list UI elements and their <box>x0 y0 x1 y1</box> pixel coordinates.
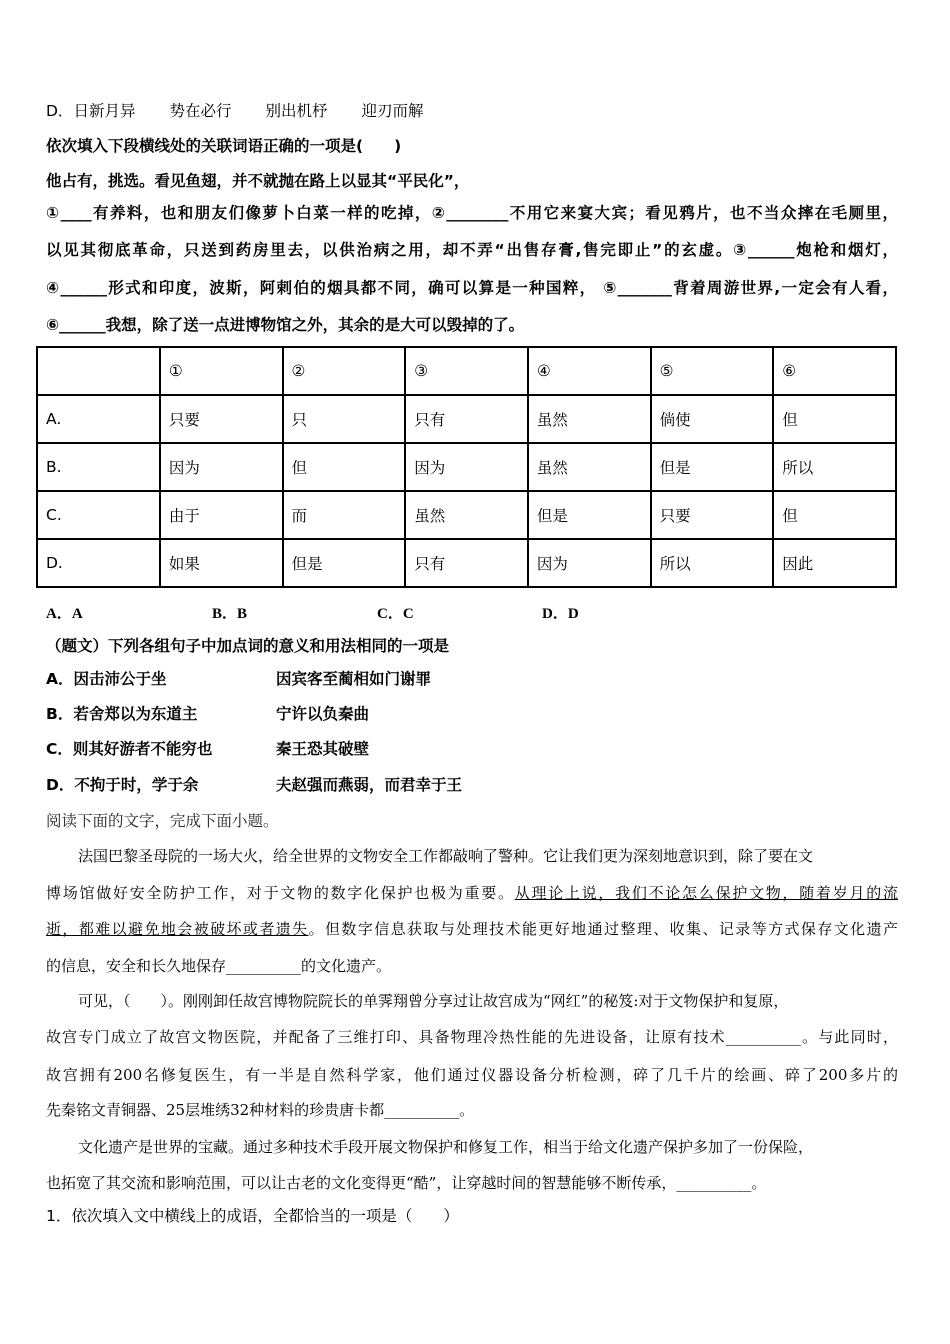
table-cell: 但是 <box>528 491 651 539</box>
sentence-right: 夫赵强而燕弱，而君幸于王 <box>276 776 463 794</box>
table-cell: 而 <box>283 491 406 539</box>
passage-line: ④______形式和印度，波斯，阿剌伯的烟具都不同，确可以算是一种国粹， ⑤_______背着周游世界,一定会有人看， <box>46 279 898 297</box>
table-row <box>37 491 896 539</box>
option-label: D． <box>46 776 75 794</box>
table-cell: 因为 <box>160 443 283 491</box>
table-cell: 但 <box>773 491 896 539</box>
table-cell: ⑥ <box>773 347 896 395</box>
table-cell: ⑤ <box>651 347 774 395</box>
option-item: 迎刃而解 <box>361 102 424 120</box>
table-cell: 虽然 <box>528 395 651 443</box>
sentence-left: 若舍郑以为东道主 <box>73 705 198 723</box>
previous-option-d <box>46 101 424 121</box>
passage-line: 以见其彻底革命，只送到药房里去，以供治病之用，却不弄“出售存膏,售完即止”的玄虚。③______炮枪和烟灯， <box>46 241 898 259</box>
passage-line: 法国巴黎圣母院的一场大火，给全世界的文物安全工作都敲响了警种。它让我们更为深刻地意识到，除了要在文 <box>78 847 814 865</box>
table-cell: 因为 <box>528 539 651 587</box>
table-cell: 虽然 <box>528 443 651 491</box>
underlined-sentence: 逝，都难以避免地会被破坏或者遗失 <box>46 920 309 938</box>
table-row <box>37 443 896 491</box>
passage-line: ①____有养料，也和朋友们像萝卜白菜一样的吃掉，②________不用它来宴大宾；看见鸦片，也不当众摔在毛厕里， <box>46 204 898 222</box>
sentence-right: 秦王恐其破壁 <box>276 740 370 758</box>
sentence-right: 宁许以负秦曲 <box>276 705 370 723</box>
sentence-left: 则其好游者不能穷也 <box>72 740 213 758</box>
sentence-right: 因宾客至蔺相如门谢罪 <box>276 670 432 688</box>
table-cell: 由于 <box>160 491 283 539</box>
choice-a[interactable] <box>46 669 167 689</box>
passage-line: 也拓宽了其交流和影响范围，可以让古老的文化变得更“酷”，让穿越时间的智慧能够不断传承，__________。 <box>46 1174 767 1192</box>
table-cell: 但是 <box>651 443 774 491</box>
passage-line: 先秦铭文青铜器、25层堆绣32种材料的珍贵唐卡都__________。 <box>46 1101 475 1119</box>
text: 。但数字信息获取与处理技术能更好地通过整理、收集、记录等方式保存文化遗产 <box>308 920 898 938</box>
choice-c[interactable]: C．C <box>377 606 414 622</box>
answer-table <box>36 346 897 588</box>
passage-line <box>46 919 898 939</box>
underlined-sentence: 从理论上说，我们不论怎么保护文物，随着岁月的流 <box>514 884 898 902</box>
table-cell: 只要 <box>651 491 774 539</box>
passage-line: 他占有，挑选。看见鱼翅，并不就抛在路上以显其“平民化”， <box>46 172 470 190</box>
option-item: 势在必行 <box>169 102 232 120</box>
choice-b[interactable] <box>46 704 197 724</box>
table-cell: A. <box>37 395 160 443</box>
table-cell: 因为 <box>405 443 528 491</box>
table-cell: 如果 <box>160 539 283 587</box>
option-label: C． <box>46 740 73 758</box>
table-cell: C. <box>37 491 160 539</box>
sentence-left: 因击沛公于坐 <box>73 670 167 688</box>
table-cell: 只有 <box>405 395 528 443</box>
passage-line: 故宫拥有200名修复医生，有一半是自然科学家，他们通过仪器设备分析检测，碎了几千片的绘画、碎了200多片的 <box>46 1066 898 1084</box>
table-cell: 但 <box>283 443 406 491</box>
table-cell: ④ <box>528 347 651 395</box>
choice-c[interactable] <box>46 739 212 759</box>
passage-line: ⑥______我想，除了送一点进博物馆之外，其余的是大可以毁掉的了。 <box>46 316 525 334</box>
choice-d[interactable]: D．D <box>542 606 579 622</box>
question-title: （题文）下列各组句子中加点词的意义和用法相同的一项是 <box>46 637 450 655</box>
passage-line: 文化遗产是世界的宝藏。通过多种技术手段开展文物保护和修复工作，相当于给文化遗产保护多加了一份保险， <box>78 1138 814 1156</box>
option-label: A． <box>46 670 74 688</box>
choice-a[interactable]: A．A <box>46 606 83 622</box>
table-cell: 虽然 <box>405 491 528 539</box>
table-cell: 所以 <box>651 539 774 587</box>
table-cell: 但 <box>773 395 896 443</box>
option-label: D． <box>46 102 74 120</box>
text: 博场馆做好安全防护工作，对于文物的数字化保护也极为重要。 <box>46 884 515 902</box>
table-cell: D. <box>37 539 160 587</box>
table-cell: B. <box>37 443 160 491</box>
table-cell: 所以 <box>773 443 896 491</box>
table-cell: ② <box>283 347 406 395</box>
sentence-left: 不拘于时，学于余 <box>74 776 199 794</box>
option-item: 日新月异 <box>73 102 136 120</box>
choice-d[interactable] <box>46 775 198 795</box>
table-cell <box>37 347 160 395</box>
table-cell: 但是 <box>283 539 406 587</box>
table-cell: 倘使 <box>651 395 774 443</box>
table-row <box>37 395 896 443</box>
table-cell: ① <box>160 347 283 395</box>
question-title: 依次填入下段横线处的关联词语正确的一项是( ) <box>46 137 402 155</box>
passage-line <box>46 883 898 903</box>
option-item: 别出机杼 <box>265 102 328 120</box>
passage-line: 可见，（ ）。刚刚卸任故宫博物院院长的单霁翔曾分享过让故宫成为“网红”的秘笈:对于文物保护和复原， <box>78 992 789 1010</box>
table-cell: ③ <box>405 347 528 395</box>
table-cell: 只要 <box>160 395 283 443</box>
option-label: B． <box>46 705 74 723</box>
table-cell: 因此 <box>773 539 896 587</box>
table-header-row <box>37 347 896 395</box>
reading-intro: 阅读下面的文字，完成下面小题。 <box>46 812 279 830</box>
choice-b[interactable]: B．B <box>212 606 248 622</box>
passage-line: 的信息，安全和长久地保存__________的文化遗产。 <box>46 957 392 975</box>
table-cell: 只有 <box>405 539 528 587</box>
table-cell: 只 <box>283 395 406 443</box>
table-row <box>37 539 896 587</box>
passage-line: 故宫专门成立了故宫文物医院，并配备了三维打印、具备物理冷热性能的先进设备，让原有技术__________。与此同时， <box>46 1028 898 1046</box>
question-1: 1．依次填入文中横线上的成语，全都恰当的一项是（ ） <box>46 1207 459 1225</box>
